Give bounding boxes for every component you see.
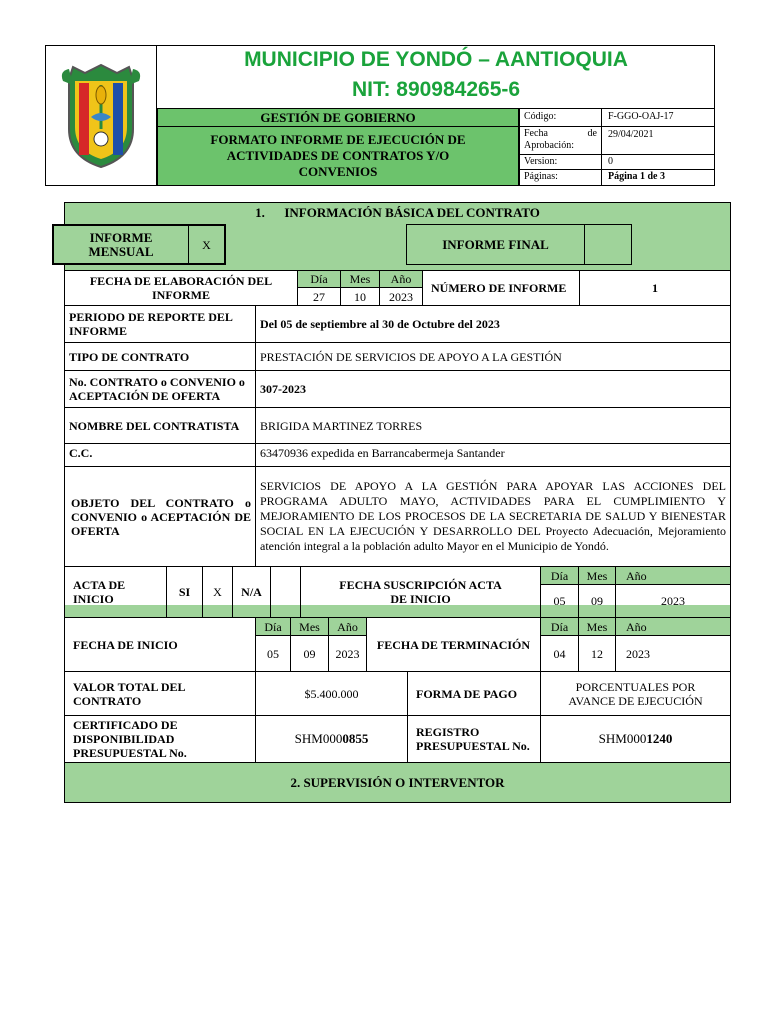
elab-mes-label: Mes [340,270,380,288]
susc-anio-label: Año [615,566,731,585]
elab-anio-label: Año [379,270,423,288]
acta-inicio-label: ACTA DE INICIO [64,566,167,618]
rp-value: SHM000 1240 [540,715,731,763]
acta-na: N/A [232,566,271,618]
numero-contrato-value: 307-2023 [255,370,731,408]
valor-total-label: VALOR TOTAL DEL CONTRATO [64,671,256,716]
tipo-contrato-value: PRESTACIÓN DE SERVICIOS DE APOYO A LA GESTIÓN [255,342,731,371]
ter-mes-value: 12 [578,635,616,672]
tipo-contrato-label: TIPO DE CONTRATO [64,342,256,371]
ini-anio-label: Año [328,617,367,636]
ter-anio-label: Año [615,617,731,636]
cc-label: C.C. [64,443,256,467]
fecha-suscripcion-label: FECHA SUSCRIPCIÓN ACTA DE INICIO [300,566,541,618]
meta-version-label: Version: [519,154,602,170]
numero-informe-value: 1 [579,270,731,306]
meta-code-label: Código: [519,108,602,127]
meta-pages-value: Página 1 de 3 [601,169,715,186]
numero-informe-label: NÚMERO DE INFORME [422,270,580,306]
elab-dia-value: 27 [297,287,341,306]
section1-title: 1. INFORMACIÓN BÁSICA DEL CONTRATO [255,205,540,220]
fecha-elaboracion-label: FECHA DE ELABORACIÓN DEL INFORME [64,270,298,306]
meta-date-label: Fecha de Aprobación: [519,126,602,155]
section2-title: 2. SUPERVISIÓN O INTERVENTOR [64,762,731,803]
informe-final-mark[interactable] [584,224,632,265]
informe-mensual-label: INFORME MENSUAL [52,224,189,265]
forma-pago-value: PORCENTUALES POR AVANCE DE EJECUCIÓN [540,671,731,716]
nombre-contratista-label: NOMBRE DEL CONTRATISTA [64,407,256,444]
coat-of-arms-icon [61,59,141,169]
periodo-label: PERIODO DE REPORTE DEL INFORME [64,305,256,343]
ini-dia-value: 05 [255,635,291,672]
valor-total-value: $5.400.000 [255,671,408,716]
nombre-contratista-value: BRIGIDA MARTINEZ TORRES [255,407,731,444]
nit-title: NIT: 890984265-6 [351,78,521,101]
format-title: FORMATO INFORME DE EJECUCIÓN DE ACTIVIDADES DE CONTRATOS Y/O CONVENIOS [157,126,519,186]
numero-contrato-label: No. CONTRATO o CONVENIO o ACEPTACIÓN DE OFERTA [64,370,256,408]
acta-na-mark[interactable] [270,566,301,618]
informe-mensual-mark[interactable]: X [188,224,226,265]
susc-anio-value: 2023 [615,584,731,618]
acta-si: SI [166,566,203,618]
elab-mes-value: 10 [340,287,380,306]
cdp-label: CERTIFICADO DE DISPONIBILIDAD PRESUPUESTAL No. [64,715,256,763]
logo-cell [45,45,157,186]
susc-mes-value: 09 [578,584,616,618]
cc-value: 63470936 expedida en Barrancabermeja Santander [255,443,731,467]
ini-anio-value: 2023 [328,635,367,672]
susc-dia-label: Día [540,566,579,585]
susc-dia-value: 05 [540,584,579,618]
municipality-title: MUNICIPIO DE YONDÓ – AANTIOQUIA [244,48,628,71]
ter-dia-value: 04 [540,635,579,672]
meta-pages-label: Páginas: [519,169,602,186]
meta-code-value: F-GGO-OAJ-17 [601,108,715,127]
cdp-value: SHM000 0855 [255,715,408,763]
fecha-terminacion-label: FECHA DE TERMINACIÓN [366,617,541,672]
ini-mes-value: 09 [290,635,329,672]
ini-dia-label: Día [255,617,291,636]
elab-anio-value: 2023 [379,287,423,306]
forma-pago-label: FORMA DE PAGO [407,671,541,716]
objeto-label: OBJETO DEL CONTRATO o CONVENIO o ACEPTACIÓN DE OFERTA [64,466,256,567]
objeto-value: SERVICIOS DE APOYO A LA GESTIÓN PARA APOYAR LAS ACCIONES DEL PROGRAMA ADULTO MAYO, ACTIVIDADES PARA EL CUMPLIMIENTO Y MEJORAMIENTO DE LOS PROCESOS DE LA SECRETARIA DE SALUD Y BIENESTAR SOCIAL EN LA EJECUCIÓN Y DESARROLLO DEL Proyecto Adecuación, Mejoramiento atención integral a la población adulto Mayor en el Municipio de Yondó. [255,466,731,567]
rp-label: REGISTRO PRESUPUESTAL No. [407,715,541,763]
acta-x[interactable]: X [202,566,233,618]
ini-mes-label: Mes [290,617,329,636]
department-label: GESTIÓN DE GOBIERNO [157,108,519,127]
meta-version-value: 0 [601,154,715,170]
ter-anio-value: 2023 [615,635,731,672]
ter-mes-label: Mes [578,617,616,636]
ter-dia-label: Día [540,617,579,636]
informe-final-label: INFORME FINAL [406,224,585,265]
fecha-inicio-label: FECHA DE INICIO [64,617,256,672]
elab-dia-label: Día [297,270,341,288]
periodo-value: Del 05 de septiembre al 30 de Octubre del 2023 [255,305,731,343]
susc-mes-label: Mes [578,566,616,585]
meta-date-value: 29/04/2021 [601,126,715,155]
